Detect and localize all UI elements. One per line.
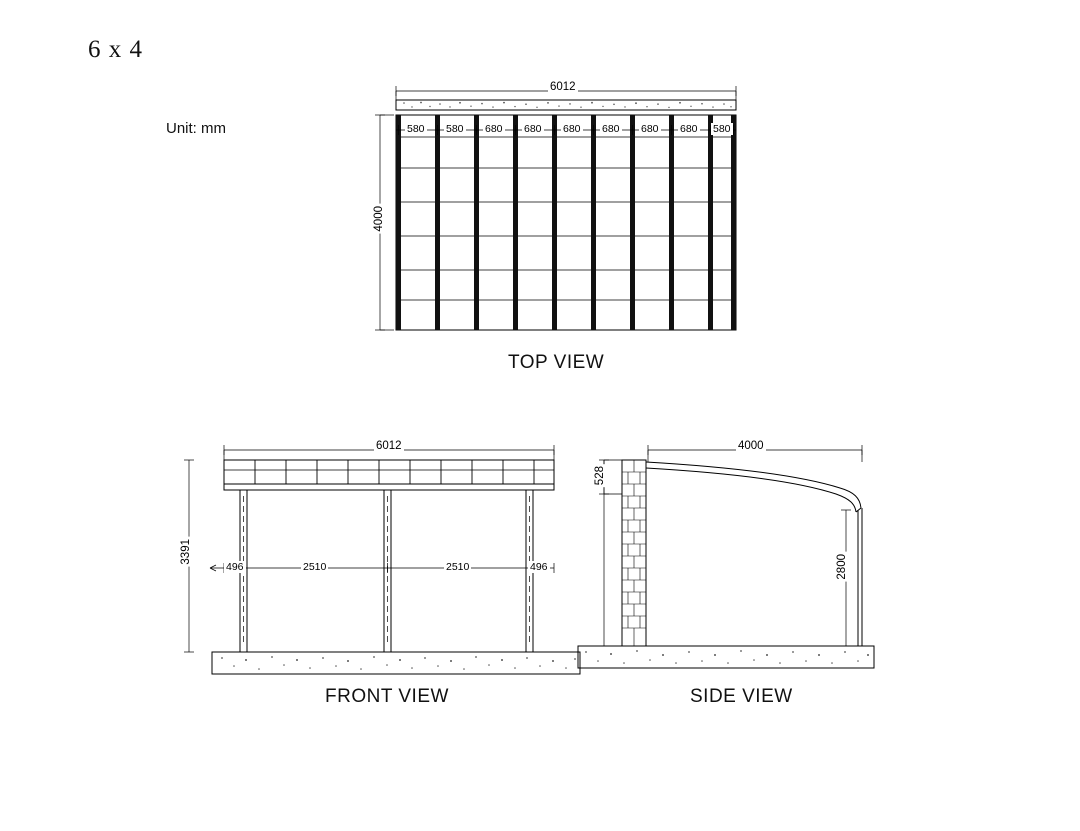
top-view-rafters bbox=[396, 115, 736, 330]
dim-top-overall-depth: 4000 bbox=[373, 206, 385, 232]
dim-front-span-1: 496 bbox=[226, 561, 244, 573]
dim-top-bay-8: 680 bbox=[680, 123, 698, 135]
top-view bbox=[370, 78, 770, 358]
dim-front-span-4: 496 bbox=[530, 561, 548, 573]
side-post bbox=[858, 508, 862, 646]
front-ground-slab bbox=[212, 652, 580, 674]
dim-top-bay-1: 580 bbox=[407, 123, 425, 135]
dim-top-bay-5: 680 bbox=[563, 123, 581, 135]
front-view-caption: FRONT VIEW bbox=[325, 686, 449, 707]
top-view-caption: TOP VIEW bbox=[508, 352, 605, 373]
side-ground-slab bbox=[578, 646, 874, 668]
front-span-dimension-line bbox=[210, 563, 554, 573]
side-brick-wall bbox=[622, 460, 646, 646]
dim-front-span-2: 2510 bbox=[303, 561, 327, 573]
dim-top-bay-6: 680 bbox=[602, 123, 620, 135]
top-view-purlins bbox=[396, 115, 736, 330]
dim-top-bay-4: 680 bbox=[524, 123, 542, 135]
dim-front-span-3: 2510 bbox=[446, 561, 470, 573]
dim-front-overall-width: 6012 bbox=[376, 440, 402, 452]
side-view-drawing bbox=[578, 432, 878, 682]
side-view-caption: SIDE VIEW bbox=[690, 686, 793, 707]
front-view-drawing bbox=[196, 432, 596, 682]
dim-side-fascia-height: 528 bbox=[594, 466, 606, 486]
top-view-drawing bbox=[370, 78, 770, 358]
dim-front-height: 3391 bbox=[180, 539, 192, 565]
side-roof-profile bbox=[646, 462, 861, 512]
front-posts bbox=[240, 490, 533, 652]
dim-side-clear-height: 2800 bbox=[836, 554, 848, 580]
dim-top-overall-width: 6012 bbox=[550, 81, 576, 93]
dim-top-bay-3: 680 bbox=[485, 123, 503, 135]
dim-side-depth: 4000 bbox=[738, 440, 764, 452]
front-roof-band bbox=[224, 460, 554, 490]
front-view bbox=[180, 432, 596, 682]
dim-top-bay-9: 580 bbox=[713, 123, 731, 135]
dim-top-bay-7: 680 bbox=[641, 123, 659, 135]
top-wall-band bbox=[396, 100, 736, 110]
side-view bbox=[578, 432, 878, 682]
page-title: 6 x 4 bbox=[88, 36, 143, 63]
unit-label: Unit: mm bbox=[166, 120, 226, 137]
dim-top-bay-2: 580 bbox=[446, 123, 464, 135]
